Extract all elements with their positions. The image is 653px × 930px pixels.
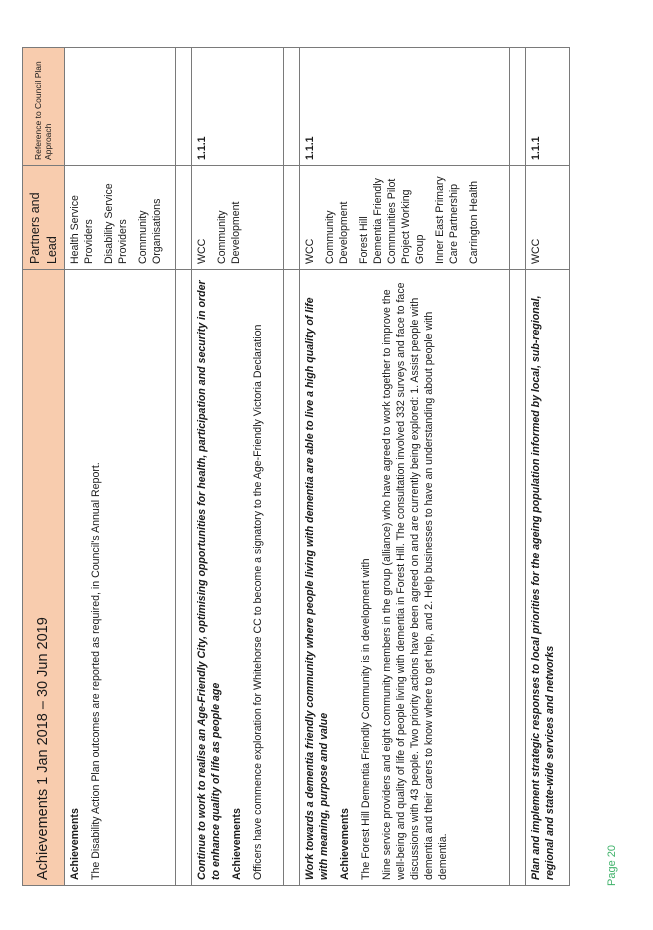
achievement-cell [191,270,283,886]
row-spacer [283,48,299,886]
partner-item: WCC [529,238,542,264]
period-heading: Achievements 1 Jan 2018 – 30 Jun 2019 [23,270,65,886]
reference-heading: Reference to Council Plan Approach [23,48,65,166]
achievement-text: The Disability Action Plan outcomes are reported as required, in Council's Annual Report. [89,462,102,880]
partners-cell [525,166,569,270]
achievements-label: Achievements [69,808,81,880]
reference-cell: 1.1.1 [191,48,283,166]
objective-text: Continue to work to realise an Age-Friendly City, optimising opportunities for health, participation and security in order to enhance quality of life as people age [195,280,222,880]
reference-cell: 1.1.1 [299,48,509,166]
partner-item: Disability Service Providers [102,183,129,264]
achievement-cell [65,270,176,886]
page-number: Page 20 [606,845,618,886]
partner-item: Health Service Providers [69,195,95,264]
partner-item: WCC [303,238,316,264]
achievement-cell [525,270,569,886]
partner-item: Community Development [215,201,242,264]
partners-cell [299,166,509,270]
row-spacer [175,48,191,886]
objective-text: Work towards a dementia friendly community where people living with dementia are able to live a high quality of life with meaning, purpose and value [303,297,330,880]
partner-item: Forest Hill Dementia Friendly Communities Pilot Project Working Group [357,178,426,264]
achievements-label: Achievements [230,808,243,880]
table-row [525,48,569,886]
partners-heading: Partners and Lead [23,166,65,270]
partner-item: WCC [195,238,208,264]
table-row [299,48,509,886]
table-row [65,48,176,886]
partner-item: Community Organisations [136,198,163,264]
partners-cell [191,166,283,270]
row-spacer [509,48,525,886]
achievement-text: The Forest Hill Dementia Friendly Community is in development with [359,558,372,880]
table-header-row [23,48,65,886]
achievement-text: Officers have commence exploration for Whitehorse CC to become a signatory to the Age-Friendly Victoria Declaration [251,324,264,880]
partners-cell [65,166,176,270]
achievements-label: Achievements [338,808,351,880]
achievement-text: Nine service providers and eight community members in the group (alliance) who have agreed to work together to improve the well-being and quality of life of people living with dementia in Forest Hill. The consultation involved 332 surveys and face to face discussions with 43 people. Two priority actions have been agreed on and are currently being explored: 1. Assist people with dementia and their carers to know where to get help, and 2. Help businesses to have an understanding about people with dementia. [380,282,449,880]
partner-item: Inner East Primary Care Partnership [433,176,460,264]
partner-item: Community Development [323,201,350,264]
achievement-cell [299,270,509,886]
table-row [191,48,283,886]
reference-cell: 1.1.1 [525,48,569,166]
reference-cell [65,48,176,166]
achievements-table [22,47,570,886]
objective-text: Plan and implement strategic responses to local priorities for the ageing population informed by local, sub-regional, regional and state-wide services and networks [529,295,556,880]
partner-item: Carrington Health [467,180,480,264]
